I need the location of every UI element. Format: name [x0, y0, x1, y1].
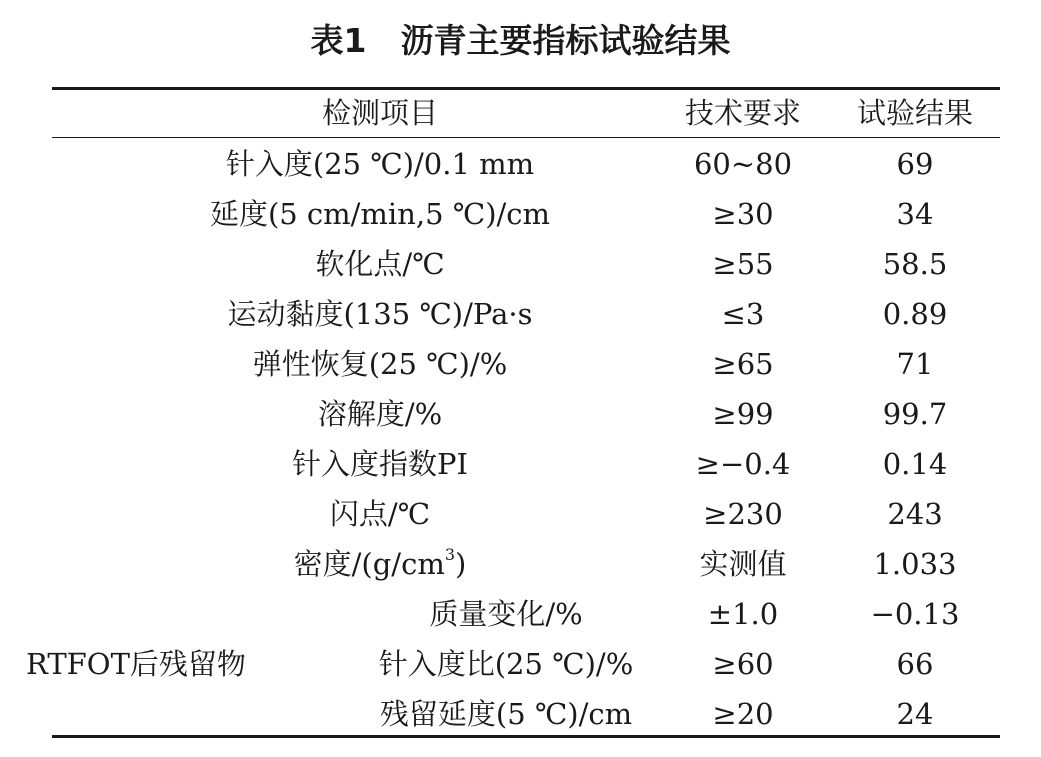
- table-row: [52, 339, 1000, 389]
- rtfot-row-requirement: ±1.0: [707, 597, 779, 631]
- rtfot-row-item: 针入度比(25 ℃)/%: [378, 647, 634, 681]
- row-result: 69: [896, 147, 934, 181]
- row-item: 针入度(25 ℃)/0.1 mm: [225, 147, 535, 181]
- row-requirement: ≥230: [703, 497, 783, 531]
- row-requirement: 60~80: [693, 147, 793, 181]
- rtfot-row-item: 残留延度(5 ℃)/cm: [379, 697, 633, 731]
- row-item: [52, 539, 708, 589]
- row-item: 闪点/℃: [329, 497, 431, 531]
- row-result: 1.033: [873, 547, 957, 581]
- density-label: 密度/(g/cm: [293, 547, 445, 581]
- row-result: 243: [887, 497, 943, 531]
- row-result: 0.89: [882, 297, 948, 331]
- table-row: [52, 139, 1000, 189]
- table-row: [52, 189, 1000, 239]
- table-title: [0, 16, 1041, 66]
- row-item: 针入度指数PI: [292, 447, 468, 481]
- table-row: [52, 539, 1000, 589]
- rtfot-row: [52, 589, 1000, 639]
- row-requirement: ≥30: [712, 197, 774, 231]
- rtfot-row-item: 质量变化/%: [429, 597, 583, 631]
- table-number: 表1: [310, 21, 367, 60]
- rtfot-row-result: 66: [896, 647, 934, 681]
- rtfot-row: [52, 689, 1000, 739]
- bottom-rule: [52, 735, 1000, 738]
- row-result: 0.14: [882, 447, 948, 481]
- header-rule: [52, 137, 1000, 138]
- table-row: [52, 239, 1000, 289]
- table-row: [52, 439, 1000, 489]
- row-requirement: 实测值: [699, 547, 787, 581]
- row-result: 34: [896, 197, 934, 231]
- table-title-text: 沥青主要指标试验结果: [400, 21, 731, 60]
- table-row: [52, 289, 1000, 339]
- row-result: 99.7: [882, 397, 948, 431]
- rtfot-row-requirement: ≥20: [712, 697, 774, 731]
- row-item: 溶解度/%: [317, 397, 443, 431]
- row-requirement: ≤3: [721, 297, 765, 331]
- density-label-close: ): [455, 547, 467, 581]
- table-row: [52, 489, 1000, 539]
- header-requirement: 技术要求: [684, 96, 801, 130]
- rtfot-row-result: 24: [896, 697, 934, 731]
- table-row: [52, 389, 1000, 439]
- rtfot-group-label: RTFOT后残留物: [26, 647, 246, 681]
- header-row: [52, 88, 1000, 138]
- row-requirement: ≥65: [712, 347, 774, 381]
- row-requirement: ≥55: [712, 247, 774, 281]
- header-result: 试验结果: [856, 96, 973, 130]
- row-requirement: ≥−0.4: [695, 447, 791, 481]
- row-requirement: ≥99: [712, 397, 774, 431]
- rtfot-row-requirement: ≥60: [712, 647, 774, 681]
- row-result: 71: [896, 347, 934, 381]
- header-item: 检测项目: [321, 96, 438, 130]
- rtfot-row-result: −0.13: [870, 597, 960, 631]
- row-result: 58.5: [882, 247, 948, 281]
- density-exponent: 3: [444, 545, 456, 564]
- row-item: 运动黏度(135 ℃)/Pa·s: [227, 297, 533, 331]
- row-item: 软化点/℃: [315, 247, 445, 281]
- row-item: 延度(5 cm/min,5 ℃)/cm: [209, 197, 551, 231]
- rtfot-row: [52, 639, 1000, 689]
- row-item: 弹性恢复(25 ℃)/%: [252, 347, 508, 381]
